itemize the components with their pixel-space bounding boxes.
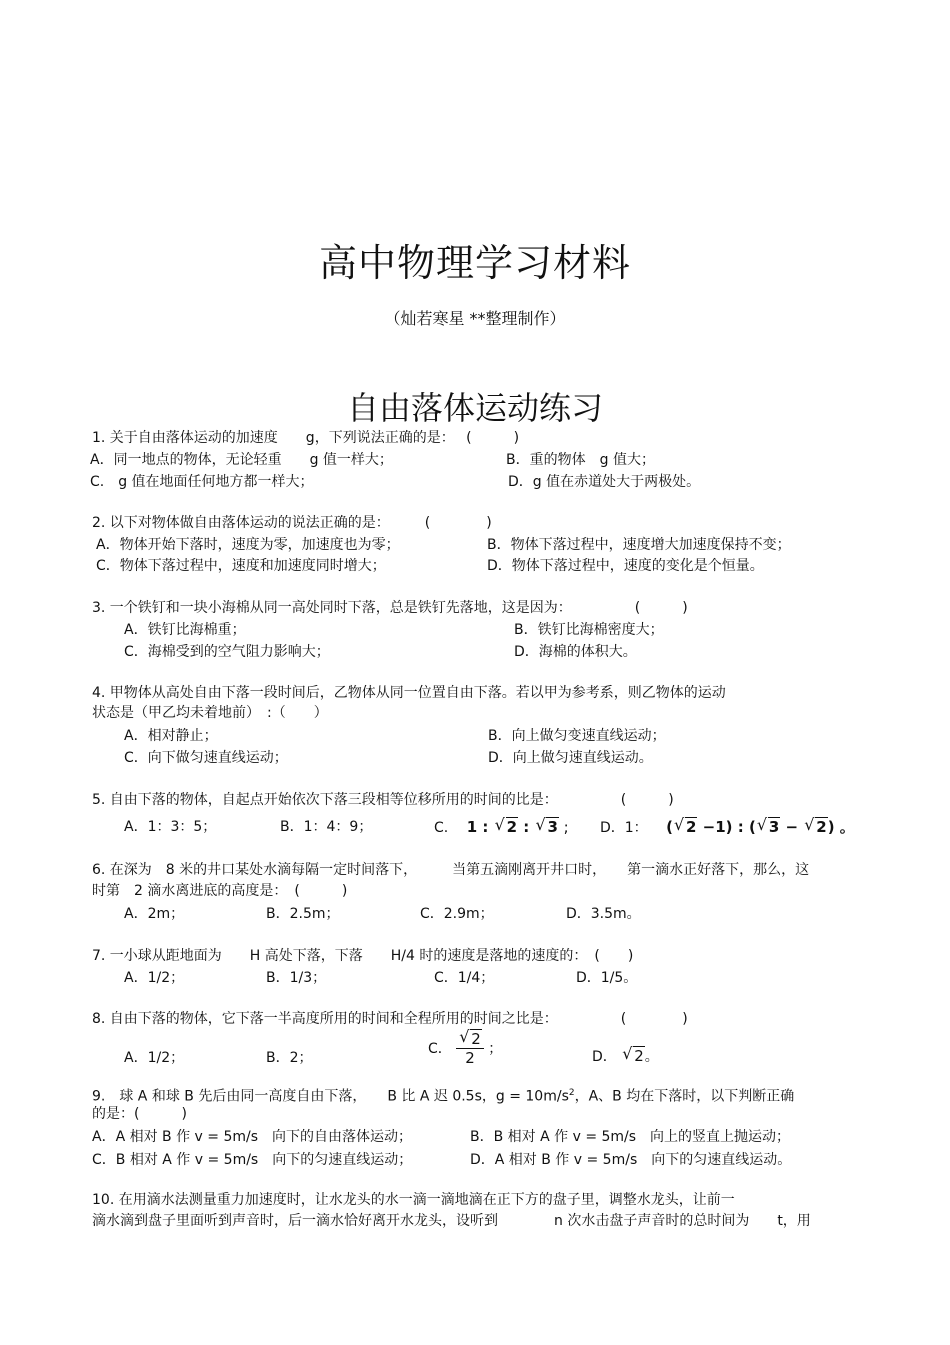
q4-option-b: B．向上做匀变速直线运动； (488, 728, 666, 744)
q6-option-b: B．2.5m； (266, 906, 340, 922)
question-8-stem: 8. 自由下落的物体，它下落一半高度所用的时间和全程所用的时间之比是： ( ) (92, 1011, 688, 1027)
question-4-stem: 4. 甲物体从高处自由下落一段时间后，乙物体从同一位置自由下落。若以甲为参考系，则乙物体的运动 (92, 685, 726, 701)
q5-option-b: B．1：4：9； (280, 819, 373, 835)
question-10-stem: 10. 在用滴水法测量重力加速度时，让水龙头的水一滴一滴地滴在正下方的盘子里，调整水龙头，让前一 (92, 1192, 735, 1208)
sqrt-symbol (674, 817, 697, 837)
q7-option-d: D．1/5。 (576, 970, 638, 986)
q8-option-d (592, 1046, 659, 1067)
fraction-numerator (456, 1030, 484, 1049)
q5-option-d-formula (666, 818, 855, 836)
q6-option-d: D．3.5m。 (566, 906, 641, 922)
q9-option-c: C．B 相对 A 作 v = 5m/s 向下的匀速直线运动； (92, 1152, 413, 1168)
math-text: : (518, 818, 535, 836)
q3-option-c: C．海棉受到的空气阻力影响大； (124, 644, 330, 660)
q2-option-a: A．物体开始下落时，速度为零，加速度也为零； (96, 537, 400, 553)
question-9-stem (92, 1083, 794, 1107)
sqrt-symbol (535, 817, 558, 837)
math-text: 1 : (466, 818, 494, 836)
q1-option-c: C. g 值在地面任何地方都一样大； (90, 474, 314, 490)
math-text: ) 。 (827, 818, 855, 836)
q3-option-b: B．铁钉比海棉密度大； (514, 622, 664, 638)
question-9-stem-text: 9. 球 A 和球 B 先后由同一高度自由下落， B 比 A 迟 0.5s，g = 10m/s (92, 1088, 569, 1105)
q4-option-c: C．向下做匀速直线运动； (124, 750, 288, 766)
sqrt-symbol (757, 817, 780, 837)
q4-option-d: D．向上做匀速直线运动。 (488, 750, 653, 766)
q1-option-b: B．重的物体 g 值大； (506, 452, 655, 468)
sqrt-symbol (804, 817, 827, 837)
q8-option-d-suffix: 。 (644, 1049, 659, 1065)
question-4-stem-line2: 状态是（甲乙均未着地前） :（ ） (92, 705, 328, 721)
q8-option-a: A．1/2； (124, 1050, 185, 1066)
q6-option-c: C．2.9m； (420, 906, 494, 922)
q8-option-c (428, 1030, 502, 1067)
q2-option-d: D．物体下落过程中，速度的变化是个恒量。 (487, 558, 764, 574)
q8-option-b: B．2； (266, 1050, 313, 1066)
q9-option-d: D．A 相对 B 作 v = 5m/s 向下的匀速直线运动。 (470, 1152, 792, 1168)
q5-option-c-label: C. (434, 820, 449, 836)
q1-option-a: A．同一地点的物体，无论轻重 g 值一样大； (90, 452, 393, 468)
q1-option-d: D．g 值在赤道处大于两极处。 (508, 474, 701, 490)
q9-option-a: A．A 相对 B 作 v = 5m/s 向下的自由落体运动； (92, 1129, 413, 1145)
exponent: 2 (568, 1088, 575, 1098)
question-6-stem-line2: 时第 2 滴水离进底的高度是： ( ) (92, 883, 348, 899)
sqrt-symbol (459, 1030, 482, 1048)
sqrt-symbol (622, 1046, 645, 1066)
fraction-denominator: 2 (465, 1049, 475, 1067)
math-text: −1) : ( (697, 818, 756, 836)
q7-option-b: B．1/3； (266, 970, 327, 986)
question-6-stem: 6. 在深为 8 米的井口某处水滴每隔一定时间落下， 当第五滴刚离开井口时， 第一滴水正好落下，那么，这 (92, 862, 810, 878)
math-text: − (780, 818, 804, 836)
q4-option-a: A．相对静止； (124, 728, 218, 744)
q2-option-c: C．物体下落过程中，速度和加速度同时增大； (96, 558, 386, 574)
q5-option-c (434, 817, 569, 838)
radicand: 3 (768, 818, 780, 836)
question-7-stem: 7. 一小球从距地面为 H 高处下落，下落 H/4 时的速度是落地的速度的： ( ) (92, 948, 634, 964)
question-10-stem-line2: 滴水滴到盘子里面听到声音时，后一滴水恰好离开水龙头，设听到 n 次水击盘子声音时的总时间为 t，用 (92, 1213, 811, 1229)
question-1-stem: 1. 关于自由落体运动的加速度 g，下列说法正确的是： ( ) (92, 430, 520, 446)
main-title: 高中物理学习材料 (318, 241, 631, 285)
question-2-stem: 2. 以下对物体做自由落体运动的说法正确的是： ( ) (92, 515, 492, 531)
radicand: 2 (686, 818, 697, 836)
q9-option-b: B．B 相对 A 作 v = 5m/s 向上的竖直上抛运动； (470, 1129, 791, 1145)
q5-option-c-formula (467, 818, 569, 836)
question-9-stem-line2: 的是：( ) (92, 1106, 187, 1122)
q8-option-c-label: C． (428, 1040, 452, 1057)
q7-option-a: A．1/2； (124, 970, 185, 986)
radicand: 3 (547, 818, 558, 836)
radicand: 2 (506, 818, 518, 836)
q8-option-c-suffix: ； (488, 1040, 503, 1057)
math-text: ; (558, 818, 569, 836)
math-text: ( (666, 818, 673, 836)
question-9-stem-tail: ，A、B 均在下落时，以下判断正确 (574, 1088, 795, 1105)
subtitle: （灿若寒星 **整理制作） (384, 309, 566, 328)
radicand: 2 (471, 1030, 481, 1048)
q8-option-d-label: D． (592, 1049, 617, 1065)
q6-option-a: A．2m； (124, 906, 185, 922)
question-3-stem: 3. 一个铁钉和一块小海棉从同一高处同时下落，总是铁钉先落地，这是因为： ( ) (92, 600, 688, 616)
question-5-stem: 5. 自由下落的物体，自起点开始依次下落三段相等位移所用的时间的比是： ( ) (92, 792, 674, 808)
q5-option-d-label: D．1： (600, 820, 648, 836)
q5-option-d (600, 817, 855, 838)
sqrt-symbol (495, 817, 518, 837)
q5-option-a: A．1：3：5； (124, 819, 217, 835)
radicand: 2 (816, 818, 827, 836)
q8-option-c-fraction (456, 1030, 484, 1067)
q7-option-c: C．1/4； (434, 970, 495, 986)
q3-option-d: D．海棉的体积大。 (514, 644, 637, 660)
q2-option-b: B．物体下落过程中，速度增大加速度保持不变； (487, 537, 791, 553)
section-title: 自由落体运动练习 (346, 389, 603, 427)
q3-option-a: A．铁钉比海棉重； (124, 622, 246, 638)
radicand: 2 (634, 1047, 644, 1065)
